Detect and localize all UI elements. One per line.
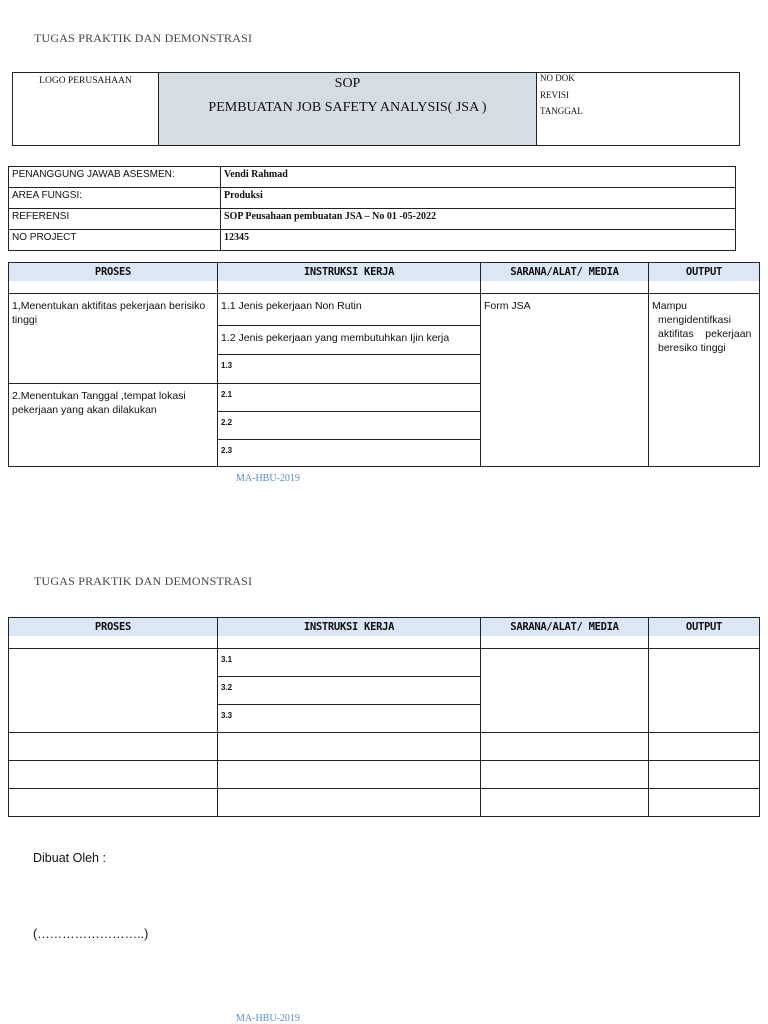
sop-header-box — [12, 72, 740, 146]
process-table-1 — [8, 262, 760, 467]
info-value: SOP Peusahaan pembuatan JSA – No 01 -05-2022 — [221, 209, 736, 230]
logo-placeholder — [13, 73, 159, 146]
sop-subtitle: PEMBUATAN JOB SAFETY ANALYSIS( JSA ) — [208, 100, 487, 115]
sop-title: SOP — [334, 76, 361, 91]
process-table-2 — [8, 617, 760, 817]
col-header-instruksi: INSTRUKSI KERJA — [218, 263, 481, 294]
table-row — [9, 761, 760, 789]
info-row — [9, 209, 736, 230]
assessment-info-table — [8, 166, 736, 251]
info-row — [9, 188, 736, 209]
no-dok-label: NO DOK — [540, 73, 575, 83]
instruksi-cell: 2.1 — [218, 384, 481, 412]
logo-label: LOGO PERUSAHAAN — [39, 76, 132, 86]
info-value: 12345 — [221, 230, 736, 251]
info-label: NO PROJECT — [9, 230, 221, 251]
section-title: TUGAS PRAKTIK DAN DEMONSTRASI — [34, 574, 253, 588]
instruksi-cell: 3.3 — [218, 705, 481, 733]
output-line: mengidentifkasi — [658, 314, 731, 326]
proses-cell — [9, 649, 218, 733]
instruksi-cell: 1.3 — [218, 355, 481, 384]
info-label: PENANGGUNG JAWAB ASESMEN: — [9, 167, 221, 188]
info-value: Vendi Rahmad — [221, 167, 736, 188]
sarana-cell: Form JSA — [481, 294, 649, 467]
output-cell — [649, 294, 760, 467]
col-header-output: OUTPUT — [649, 618, 760, 649]
col-header-output: OUTPUT — [649, 263, 760, 294]
table-row — [9, 733, 760, 761]
dibuat-oleh-label: Dibuat Oleh : — [33, 851, 106, 865]
col-header-sarana: SARANA/ALAT/ MEDIA — [481, 618, 649, 649]
instruksi-cell: 1.1 Jenis pekerjaan Non Rutin — [218, 294, 481, 326]
instruksi-cell: 1.2 Jenis pekerjaan yang membutuhkan Ijin kerja — [218, 326, 481, 355]
instruksi-cell: 2.2 — [218, 412, 481, 440]
col-header-instruksi: INSTRUKSI KERJA — [218, 618, 481, 649]
proses-cell: 1,Menentukan aktifitas pekerjaan berisiko tinggi — [9, 294, 218, 384]
footer-code: MA-HBU-2019 — [236, 473, 300, 484]
col-header-sarana: SARANA/ALAT/ MEDIA — [481, 263, 649, 294]
document-meta — [537, 73, 740, 146]
instruksi-cell: 3.2 — [218, 677, 481, 705]
info-row — [9, 230, 736, 251]
output-line: beresiko tinggi — [658, 342, 726, 354]
revisi-label: REVISI — [540, 90, 569, 100]
info-value: Produksi — [221, 188, 736, 209]
instruksi-cell: 3.1 — [218, 649, 481, 677]
sop-title-cell — [159, 73, 537, 146]
signature-line: (……………………..) — [33, 927, 149, 941]
section-title: TUGAS PRAKTIK DAN DEMONSTRASI — [34, 31, 253, 45]
table-row — [9, 789, 760, 817]
info-row — [9, 167, 736, 188]
col-header-proses: PROSES — [9, 618, 218, 649]
proses-cell: 2.Menentukan Tanggal ,tempat lokasi pekerjaan yang akan dilakukan — [9, 384, 218, 467]
instruksi-cell: 2.3 — [218, 440, 481, 467]
sarana-cell — [481, 649, 649, 733]
footer-code: MA-HBU-2019 — [236, 1013, 300, 1024]
output-line: aktifitas pekerjaan — [658, 328, 752, 340]
info-label: AREA FUNGSI: — [9, 188, 221, 209]
output-line: Mampu — [652, 300, 688, 312]
output-cell — [649, 649, 760, 733]
col-header-proses: PROSES — [9, 263, 218, 294]
tanggal-label: TANGGAL — [540, 106, 583, 116]
info-label: REFERENSI — [9, 209, 221, 230]
